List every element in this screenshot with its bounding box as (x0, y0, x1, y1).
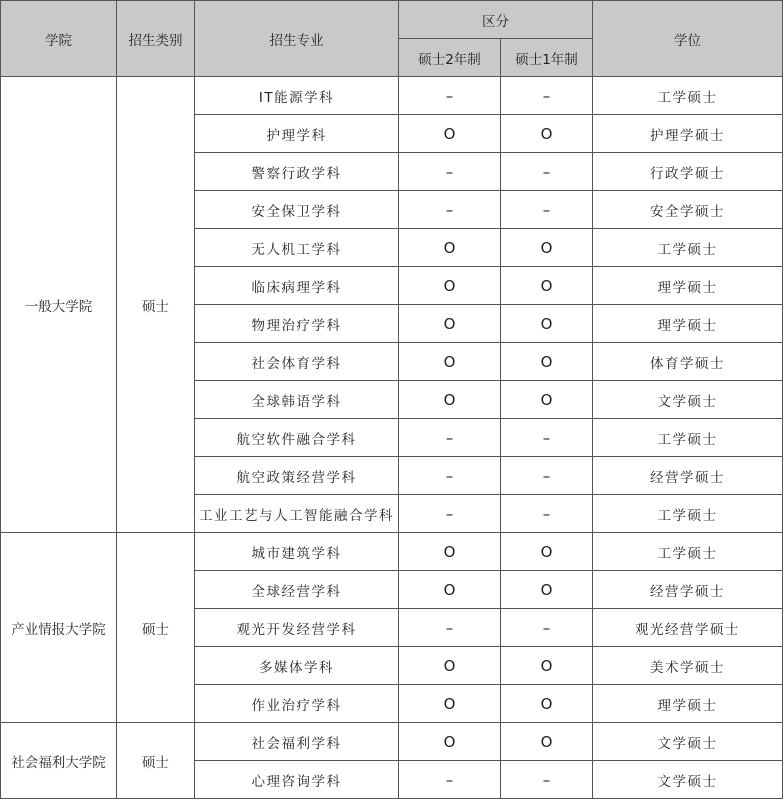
table-body (1, 77, 783, 799)
major-cell: 无人机工学科 (195, 229, 399, 267)
one-year-cell: O (501, 229, 593, 267)
degree-cell: 经营学硕士 (593, 571, 783, 609)
two-year-cell: O (399, 533, 501, 571)
one-year-cell: O (501, 533, 593, 571)
degree-cell: 经营学硕士 (593, 457, 783, 495)
two-year-cell: – (399, 495, 501, 533)
college-cell: 社会福利大学院 (1, 723, 117, 799)
two-year-cell: – (399, 609, 501, 647)
degree-cell: 文学硕士 (593, 761, 783, 799)
table-row (1, 533, 783, 571)
major-cell: 航空软件融合学科 (195, 419, 399, 457)
major-cell: 物理治疗学科 (195, 305, 399, 343)
degree-cell: 工学硕士 (593, 419, 783, 457)
degree-cell: 安全学硕士 (593, 191, 783, 229)
degree-cell: 行政学硕士 (593, 153, 783, 191)
table-row (1, 77, 783, 115)
one-year-cell: O (501, 267, 593, 305)
major-cell: 城市建筑学科 (195, 533, 399, 571)
major-cell: 全球经营学科 (195, 571, 399, 609)
header-major: 招生专业 (195, 1, 399, 77)
table-row (1, 723, 783, 761)
major-cell: IT能源学科 (195, 77, 399, 115)
two-year-cell: – (399, 457, 501, 495)
degree-cell: 文学硕士 (593, 381, 783, 419)
degree-cell: 体育学硕士 (593, 343, 783, 381)
one-year-cell: – (501, 191, 593, 229)
one-year-cell: O (501, 571, 593, 609)
one-year-cell: O (501, 723, 593, 761)
degree-cell: 理学硕士 (593, 305, 783, 343)
two-year-cell: – (399, 153, 501, 191)
major-cell: 社会福利学科 (195, 723, 399, 761)
major-cell: 观光开发经营学科 (195, 609, 399, 647)
degree-cell: 工学硕士 (593, 495, 783, 533)
major-cell: 临床病理学科 (195, 267, 399, 305)
major-cell: 心理咨询学科 (195, 761, 399, 799)
major-cell: 全球韩语学科 (195, 381, 399, 419)
one-year-cell: O (501, 343, 593, 381)
major-cell: 护理学科 (195, 115, 399, 153)
one-year-cell: – (501, 761, 593, 799)
one-year-cell: – (501, 419, 593, 457)
two-year-cell: O (399, 305, 501, 343)
major-cell: 多媒体学科 (195, 647, 399, 685)
two-year-cell: O (399, 723, 501, 761)
one-year-cell: O (501, 685, 593, 723)
degree-cell: 美术学硕士 (593, 647, 783, 685)
header-college: 学院 (1, 1, 117, 77)
header-category: 招生类别 (117, 1, 195, 77)
college-cell: 产业情报大学院 (1, 533, 117, 723)
one-year-cell: O (501, 381, 593, 419)
two-year-cell: O (399, 647, 501, 685)
two-year-cell: O (399, 685, 501, 723)
one-year-cell: O (501, 115, 593, 153)
two-year-cell: O (399, 343, 501, 381)
two-year-cell: – (399, 419, 501, 457)
two-year-cell: – (399, 191, 501, 229)
one-year-cell: – (501, 609, 593, 647)
degree-cell: 理学硕士 (593, 267, 783, 305)
one-year-cell: – (501, 495, 593, 533)
major-cell: 作业治疗学科 (195, 685, 399, 723)
two-year-cell: – (399, 761, 501, 799)
table-header (1, 1, 783, 77)
two-year-cell: O (399, 229, 501, 267)
category-cell: 硕士 (117, 533, 195, 723)
header-two-year: 硕士2年制 (399, 39, 501, 77)
two-year-cell: O (399, 115, 501, 153)
two-year-cell: O (399, 381, 501, 419)
two-year-cell: O (399, 571, 501, 609)
header-division: 区分 (399, 1, 593, 39)
degree-cell: 文学硕士 (593, 723, 783, 761)
degree-cell: 工学硕士 (593, 77, 783, 115)
category-cell: 硕士 (117, 77, 195, 533)
one-year-cell: – (501, 457, 593, 495)
two-year-cell: – (399, 77, 501, 115)
one-year-cell: O (501, 647, 593, 685)
college-cell: 一般大学院 (1, 77, 117, 533)
degree-cell: 工学硕士 (593, 229, 783, 267)
major-cell: 警察行政学科 (195, 153, 399, 191)
two-year-cell: O (399, 267, 501, 305)
degree-cell: 工学硕士 (593, 533, 783, 571)
degree-cell: 理学硕士 (593, 685, 783, 723)
one-year-cell: – (501, 153, 593, 191)
header-degree: 学位 (593, 1, 783, 77)
major-cell: 安全保卫学科 (195, 191, 399, 229)
header-one-year: 硕士1年制 (501, 39, 593, 77)
major-cell: 工业工艺与人工智能融合学科 (195, 495, 399, 533)
one-year-cell: – (501, 77, 593, 115)
degree-cell: 护理学硕士 (593, 115, 783, 153)
category-cell: 硕士 (117, 723, 195, 799)
one-year-cell: O (501, 305, 593, 343)
degree-cell: 观光经营学硕士 (593, 609, 783, 647)
major-cell: 社会体育学科 (195, 343, 399, 381)
major-cell: 航空政策经营学科 (195, 457, 399, 495)
